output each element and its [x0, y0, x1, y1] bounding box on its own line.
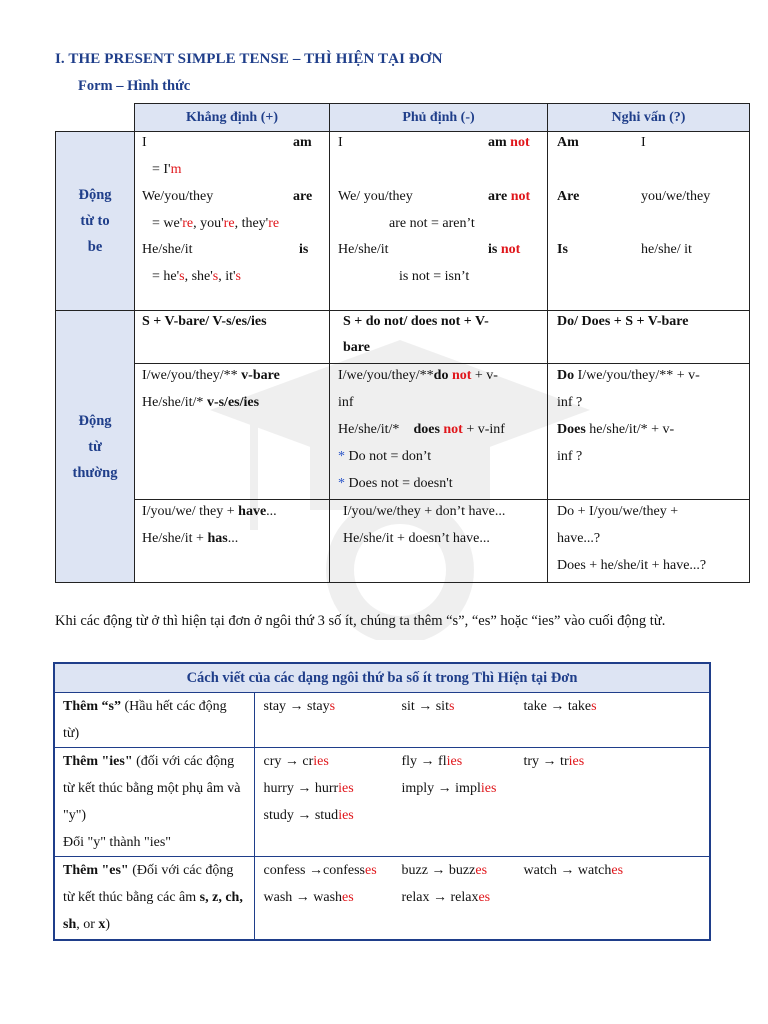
row-label-regular-verbs: Động từ thường — [56, 311, 135, 583]
row-label-to-be: Động từ to be — [56, 132, 135, 311]
have-negative-cell: I/you/we/they + don’t have... He/she/it + doesn’t have... — [330, 500, 548, 583]
regular-affirmative-formula: S + V-bare/ V-s/es/ies — [135, 311, 330, 364]
tobe-question-cell: Am I Are you/we/they Is he/she/ it — [548, 132, 750, 311]
regular-negative-examples: I/we/you/they/**do not + v- inf He/she/it/* does not + v-inf * Do not = don’t * Does not = doesn't — [330, 364, 548, 500]
spelling-table-title: Cách viết của các dạng ngôi thứ ba số ít trong Thì Hiện tại Đơn — [54, 663, 710, 693]
rule-ies-label: Thêm "ies" (đối với các động từ kết thúc bằng một phụ âm và "y") Đổi "y" thành "ies" — [54, 748, 254, 857]
regular-negative-formula: S + do not/ does not + V- bare — [330, 311, 548, 364]
rule-es-examples: confess →confesses buzz → buzzes watch → watches wash → washes relax → relaxes — [254, 857, 710, 941]
rule-s-label: Thêm “s” (Hầu hết các động từ) — [54, 693, 254, 748]
header-negative: Phủ định (-) — [330, 104, 548, 132]
spelling-rules-table — [53, 662, 711, 941]
regular-affirmative-examples: I/we/you/they/** v-bare He/she/it/* v-s/es/ies — [135, 364, 330, 500]
form-subheading: Form – Hình thức — [78, 78, 191, 94]
rule-s-examples: stay → stays sit → sits take → takes — [254, 693, 710, 748]
regular-question-formula: Do/ Does + S + V-bare — [548, 311, 750, 364]
regular-question-examples: Do I/we/you/they/** + v- inf ? Does he/she/it/* + v- inf ? — [548, 364, 750, 500]
have-affirmative-cell: I/you/we/ they + have... He/she/it + has... — [135, 500, 330, 583]
table-corner — [56, 104, 135, 132]
tobe-affirmative-cell: I am = I'm We/you/they are = we're, you're, they're He/she/it is = he's, she's, it's — [135, 132, 330, 311]
header-affirmative: Khẳng định (+) — [135, 104, 330, 132]
rule-ies-examples: cry → cries fly → flies try → tries hurry → hurries imply → implies study → studies — [254, 748, 710, 857]
header-question: Nghi vấn (?) — [548, 104, 750, 132]
rule-es-label: Thêm "es" (Đối với các động từ kết thúc bằng các âm s, z, ch, sh, or x) — [54, 857, 254, 941]
have-question-cell: Do + I/you/we/they + have...? Does + he/she/it + have...? — [548, 500, 750, 583]
section-heading: I. THE PRESENT SIMPLE TENSE – THÌ HIỆN TẠI ĐƠN — [55, 51, 443, 67]
tobe-negative-cell: I am not We/ you/they are not are not = aren’t He/she/it is not is not = isn’t — [330, 132, 548, 311]
explanation-paragraph: Khi các động từ ở thì hiện tại đơn ở ngôi thứ 3 số ít, chúng ta thêm “s”, “es” hoặc “ies” vào cuối động từ. — [55, 613, 666, 629]
present-simple-form-table — [55, 103, 750, 583]
